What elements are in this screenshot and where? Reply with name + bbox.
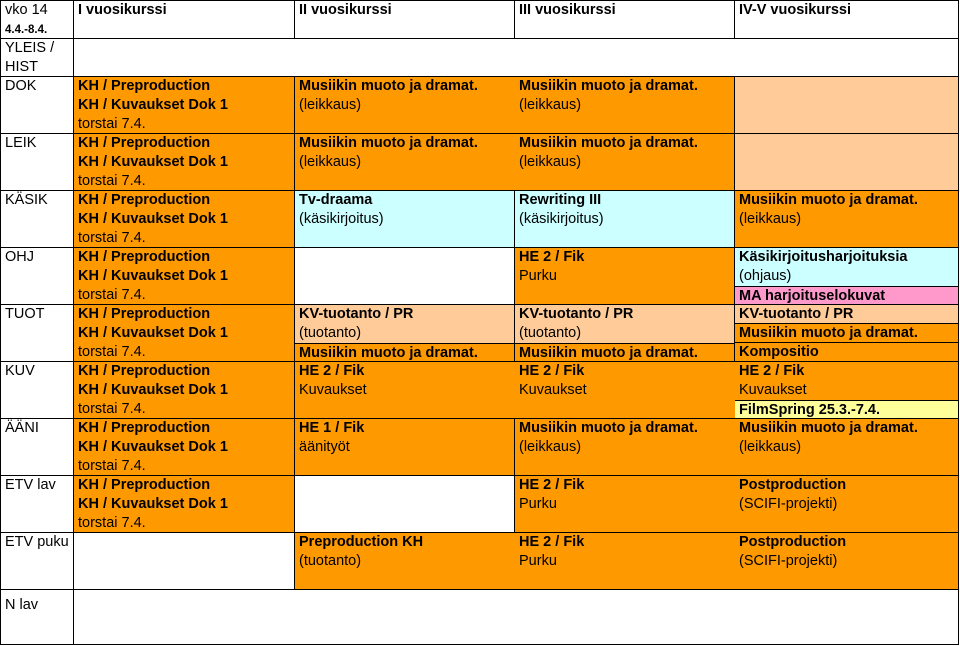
etvlav-col2 (295, 476, 515, 533)
row-label-kuv: KUV (0, 362, 74, 419)
kasik-col3: Rewriting III (käsikirjoitus) (515, 191, 735, 248)
yleis-empty-3 (515, 39, 735, 77)
nlav-empty-1 (74, 590, 295, 645)
tuot-col2-music: Musiikin muoto ja dramat. (295, 343, 515, 362)
row-label-yleis: YLEIS / HIST (0, 39, 74, 77)
row-label-etvlav: ETV lav (0, 476, 74, 533)
kasik-col4: Musiikin muoto ja dramat. (leikkaus) (735, 191, 959, 248)
yleis-empty-1 (74, 39, 295, 77)
nlav-empty-4 (735, 590, 959, 645)
aani-col2: HE 1 / Fik äänityöt (295, 419, 515, 476)
kuv-col3: HE 2 / Fik Kuvaukset (515, 362, 735, 419)
kuv-col4: HE 2 / Fik Kuvaukset (735, 362, 959, 400)
row-label-leik: LEIK (0, 134, 74, 191)
week-dates: 4.4.-8.4. (5, 24, 48, 36)
dok-col4 (735, 77, 959, 134)
leik-col2: Musiikin muoto ja dramat. (leikkaus) (295, 134, 515, 191)
tuot-col4-music: Musiikin muoto ja dramat. (735, 324, 959, 343)
tuot-col3: KV-tuotanto / PR (tuotanto) (515, 305, 735, 343)
tuot-col1: KH / Preproduction KH / Kuvaukset Dok 1 torstai 7.4. (74, 305, 295, 362)
etvpuku-col2: Preproduction KH (tuotanto) (295, 533, 515, 590)
ohj-col4: Käsikirjoitusharjoituksia (ohjaus) (735, 248, 959, 286)
header-col4: IV-V vuosikurssi (735, 0, 959, 39)
dok-col1: KH / Preproduction KH / Kuvaukset Dok 1 torstai 7.4. (74, 77, 295, 134)
leik-col4 (735, 134, 959, 191)
kasik-col2: Tv-draama (käsikirjoitus) (295, 191, 515, 248)
tuot-col4-kompositio: Kompositio (735, 343, 959, 362)
tuot-col3-music: Musiikin muoto ja dramat. (515, 343, 735, 362)
ohj-col2 (295, 248, 515, 305)
header-col2: II vuosikurssi (295, 0, 515, 39)
row-label-etvpuku: ETV puku (0, 533, 74, 590)
nlav-empty-2 (295, 590, 515, 645)
kuv-col4-filmspring: FilmSpring 25.3.-7.4. (735, 400, 959, 419)
row-label-tuot: TUOT (0, 305, 74, 362)
etvpuku-col3: HE 2 / Fik Purku (515, 533, 735, 590)
kuv-col2: HE 2 / Fik Kuvaukset (295, 362, 515, 419)
yleis-empty-2 (295, 39, 515, 77)
row-label-kasik: KÄSIK (0, 191, 74, 248)
header-col1: I vuosikurssi (74, 0, 295, 39)
header-col3: III vuosikurssi (515, 0, 735, 39)
row-label-ohj: OHJ (0, 248, 74, 305)
dok-col3: Musiikin muoto ja dramat. (leikkaus) (515, 77, 735, 134)
dok-col2: Musiikin muoto ja dramat. (leikkaus) (295, 77, 515, 134)
ohj-col1: KH / Preproduction KH / Kuvaukset Dok 1 torstai 7.4. (74, 248, 295, 305)
header-week (0, 0, 74, 39)
yleis-empty-4 (735, 39, 959, 77)
etvlav-col1: KH / Preproduction KH / Kuvaukset Dok 1 torstai 7.4. (74, 476, 295, 533)
kasik-col1: KH / Preproduction KH / Kuvaukset Dok 1 torstai 7.4. (74, 191, 295, 248)
aani-col4: Musiikin muoto ja dramat. (leikkaus) (735, 419, 959, 476)
etvpuku-col1 (74, 533, 295, 590)
etvpuku-col4: Postproduction (SCIFI-projekti) (735, 533, 959, 590)
ohj-col4-ma: MA harjoituselokuvat (735, 286, 959, 305)
leik-col3: Musiikin muoto ja dramat. (leikkaus) (515, 134, 735, 191)
row-label-aani: ÄÄNI (0, 419, 74, 476)
row-label-dok: DOK (0, 77, 74, 134)
tuot-col2: KV-tuotanto / PR (tuotanto) (295, 305, 515, 343)
ohj-col3: HE 2 / Fik Purku (515, 248, 735, 305)
nlav-empty-3 (515, 590, 735, 645)
aani-col1: KH / Preproduction KH / Kuvaukset Dok 1 torstai 7.4. (74, 419, 295, 476)
tuot-col4-kv: KV-tuotanto / PR (735, 305, 959, 324)
week-label: vko 14 (5, 2, 48, 18)
etvlav-col4: Postproduction (SCIFI-projekti) (735, 476, 959, 533)
leik-col1: KH / Preproduction KH / Kuvaukset Dok 1 torstai 7.4. (74, 134, 295, 191)
etvlav-col3: HE 2 / Fik Purku (515, 476, 735, 533)
row-label-nlav: N lav (0, 590, 74, 645)
aani-col3: Musiikin muoto ja dramat. (leikkaus) (515, 419, 735, 476)
kuv-col1: KH / Preproduction KH / Kuvaukset Dok 1 torstai 7.4. (74, 362, 295, 419)
